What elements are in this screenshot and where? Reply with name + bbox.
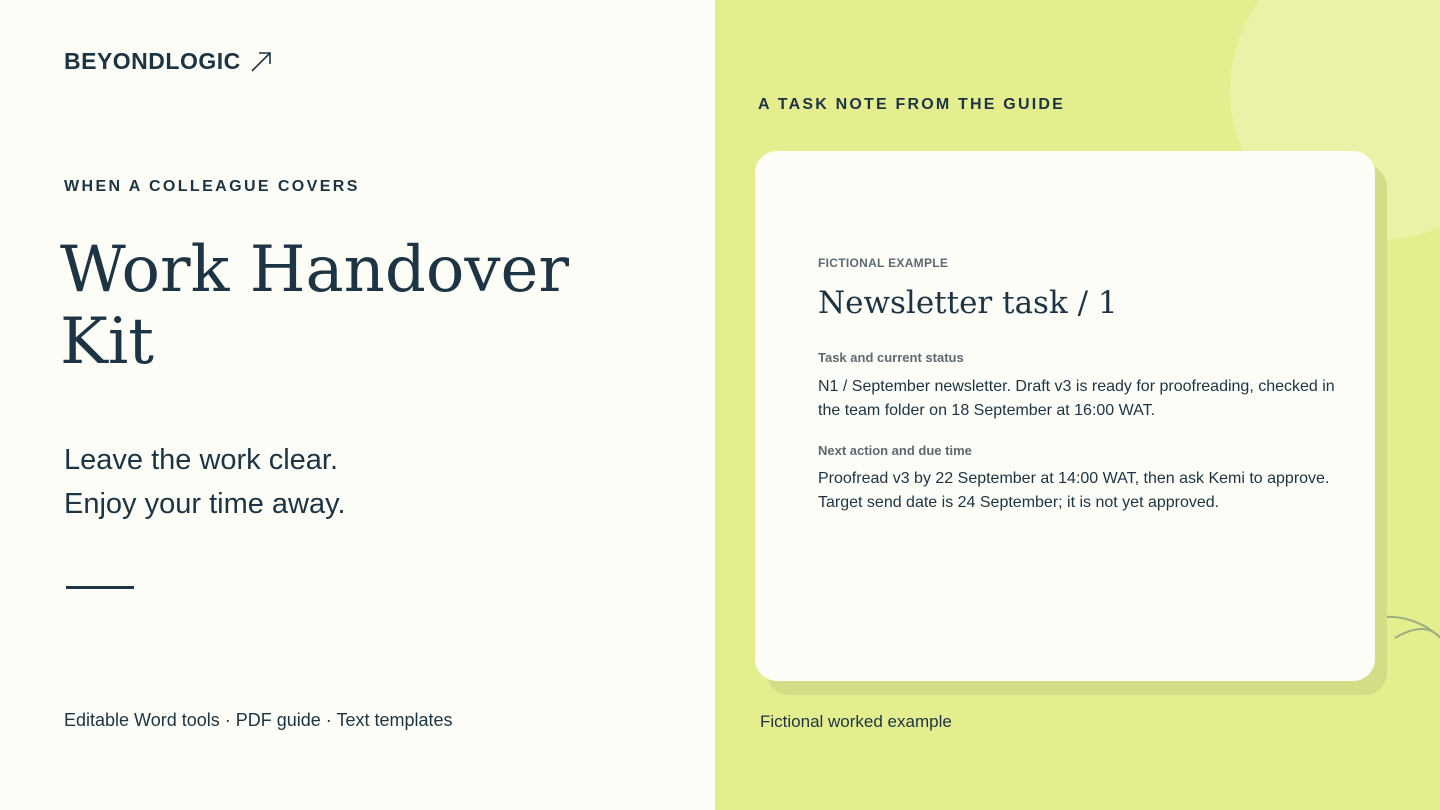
- tagline-line-2: Enjoy your time away.: [64, 488, 346, 520]
- product-formats: Editable Word tools · PDF guide · Text templates: [64, 710, 453, 730]
- page-title: Work Handover Kit: [60, 233, 569, 379]
- next-action-value: Proofread v3 by 22 September at 14:00 WAT, then ask Kemi to approve. Target send date is 24 September; it is not yet approved.: [818, 470, 1330, 511]
- hero-eyebrow: WHEN A COLLEAGUE COVERS: [64, 178, 360, 195]
- next-action-label: Next action and due time: [818, 443, 972, 458]
- brand-name: BEYONDLOGIC: [64, 48, 241, 74]
- status-label: Task and current status: [818, 350, 964, 365]
- divider: [66, 586, 134, 589]
- tagline-line-1: Leave the work clear.: [64, 444, 339, 476]
- card-title: Newsletter task / 1: [818, 285, 1118, 321]
- tagline: [64, 438, 346, 526]
- task-note-card: [755, 151, 1375, 681]
- intro-panel: [0, 0, 715, 810]
- arrow-up-right-icon: [249, 50, 273, 74]
- example-panel: [715, 0, 1440, 810]
- brand-logo: [64, 48, 273, 75]
- card-eyebrow: FICTIONAL EXAMPLE: [818, 256, 949, 270]
- example-eyebrow: A TASK NOTE FROM THE GUIDE: [758, 96, 1065, 113]
- status-value: N1 / September newsletter. Draft v3 is ready for proofreading, checked in the team folder on 18 September at 16:00 WAT.: [818, 378, 1335, 419]
- example-caption: Fictional worked example: [760, 712, 952, 731]
